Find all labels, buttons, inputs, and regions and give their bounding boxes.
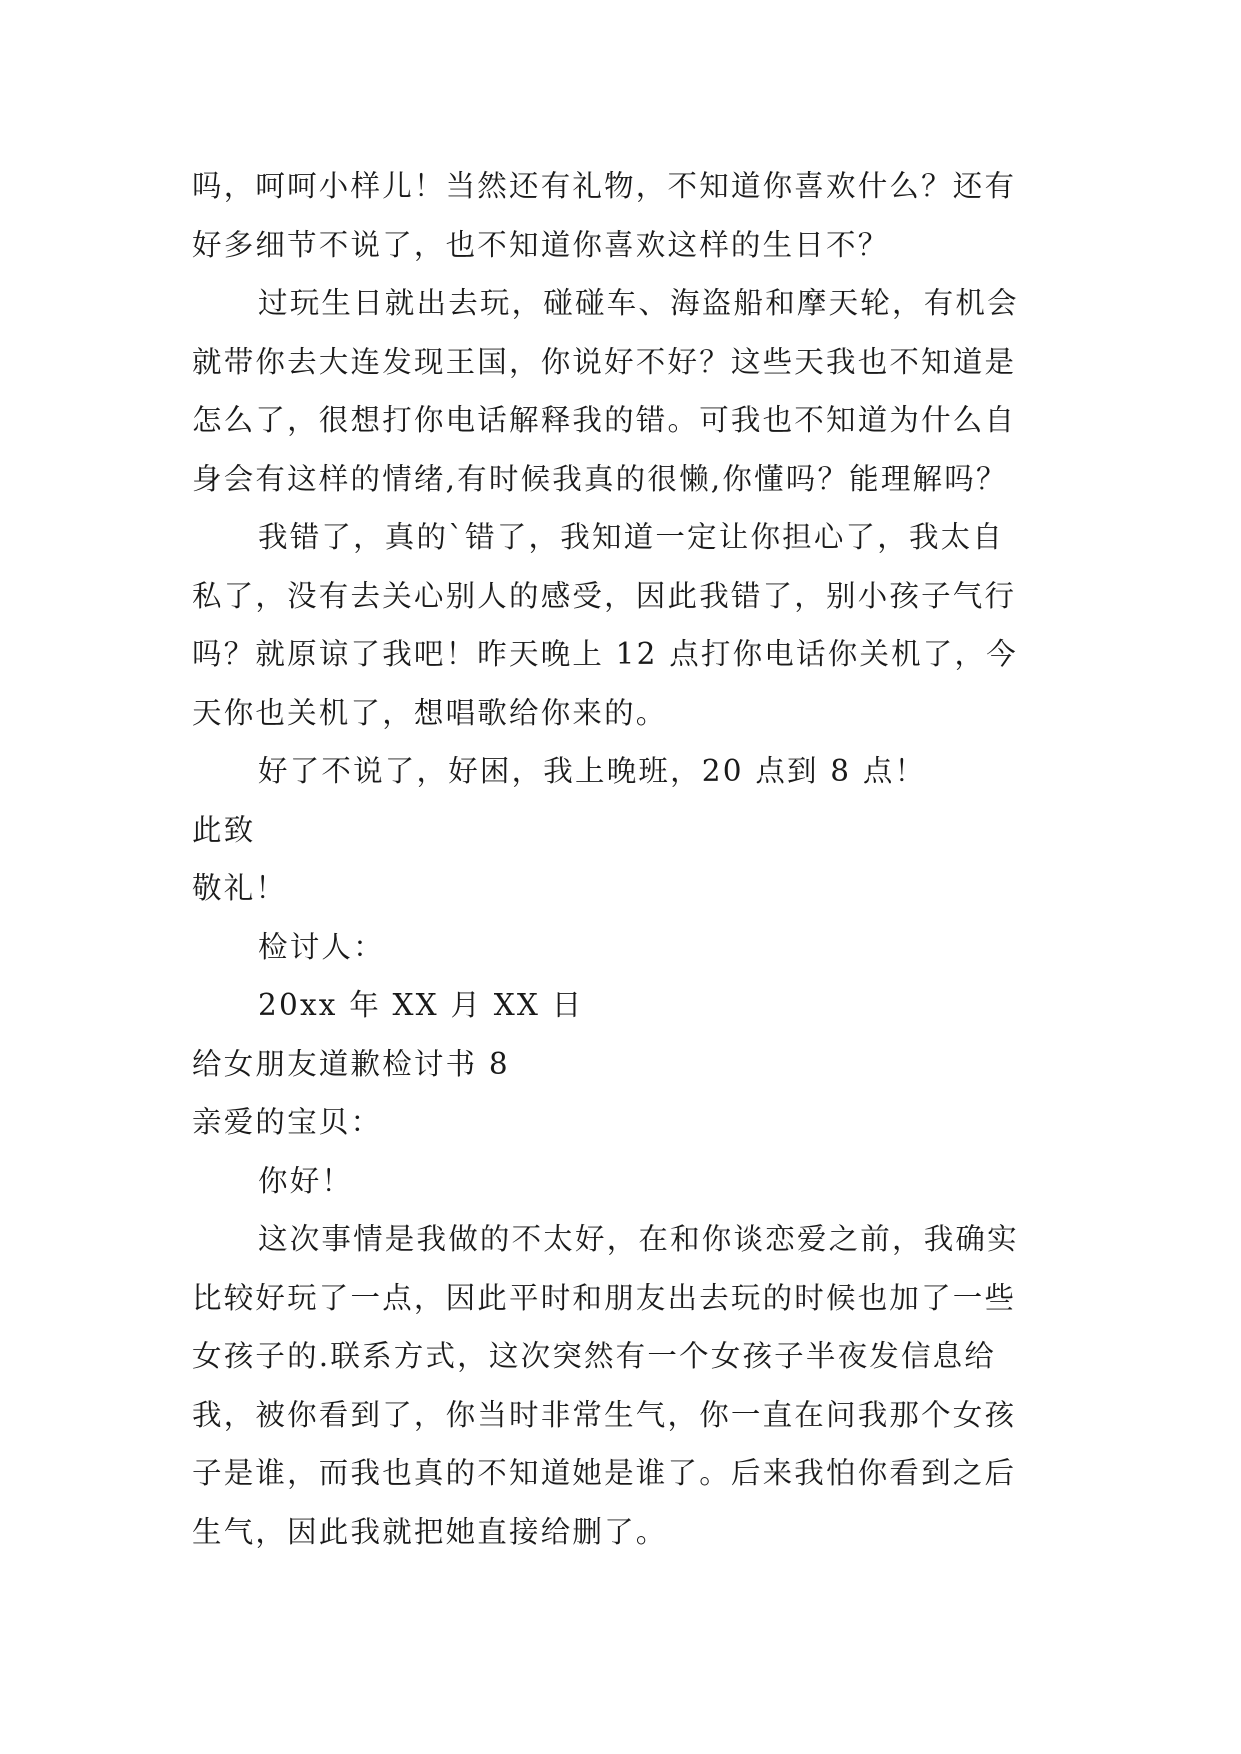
paragraph-line: 身会有这样的情绪,有时候我真的很懒,你懂吗？能理解吗？ [192,461,1008,496]
closing-line: 此致 [192,812,256,847]
closing-salute: 敬礼！ [192,871,288,905]
paragraph-line: 好多细节不说了，也不知道你喜欢这样的生日不？ [192,227,890,262]
section-title: 给女朋友道歉检讨书 8 [192,1046,510,1081]
paragraph-line: 我错了，真的`错了，我知道一定让你担心了，我太自 [258,520,1005,554]
document-page [192,157,1057,1561]
paragraph-line: 吗，呵呵小样儿！当然还有礼物，不知道你喜欢什么？还有 [192,169,1017,203]
paragraph-line: 我，被你看到了，你当时非常生气，你一直在问我那个女孩 [192,1397,1017,1432]
paragraph-line: 好了不说了，好困，我上晚班，20 点到 8 点！ [258,754,927,788]
paragraph-line: 这次事情是我做的不太好，在和你谈恋爱之前，我确实 [258,1222,1019,1256]
paragraph-line: 怎么了，很想打你电话解释我的错。可我也不知道为什么自 [192,403,1017,437]
paragraph-line: 比较好玩了一点，因此平时和朋友出去玩的时候也加了一些 [192,1280,1017,1315]
paragraph-line: 女孩子的.联系方式，这次突然有一个女孩子半夜发信息给 [192,1339,997,1373]
paragraph-line: 子是谁，而我也真的不知道她是谁了。后来我怕你看到之后 [192,1456,1017,1490]
paragraph-line: 私了，没有去关心别人的感受，因此我错了，别小孩子气行 [192,578,1017,613]
signature-label: 检讨人： [258,929,385,964]
paragraph-line: 就带你去大连发现王国，你说好不好？这些天我也不知道是 [192,344,1017,379]
paragraph-line: 天你也关机了，想唱歌给你来的。 [192,695,668,730]
salutation: 亲爱的宝贝： [192,1105,383,1139]
paragraph-line: 生气，因此我就把她直接给删了。 [192,1514,668,1549]
paragraph-line: 过玩生日就出去玩，碰碰车、海盗船和摩天轮，有机会 [258,286,1019,320]
paragraph-line: 吗？就原谅了我吧！昨天晚上 12 点打你电话你关机了，今 [192,637,1018,671]
greeting: 你好！ [258,1163,354,1198]
date-line: 20xx 年 XX 月 XX 日 [258,988,584,1022]
